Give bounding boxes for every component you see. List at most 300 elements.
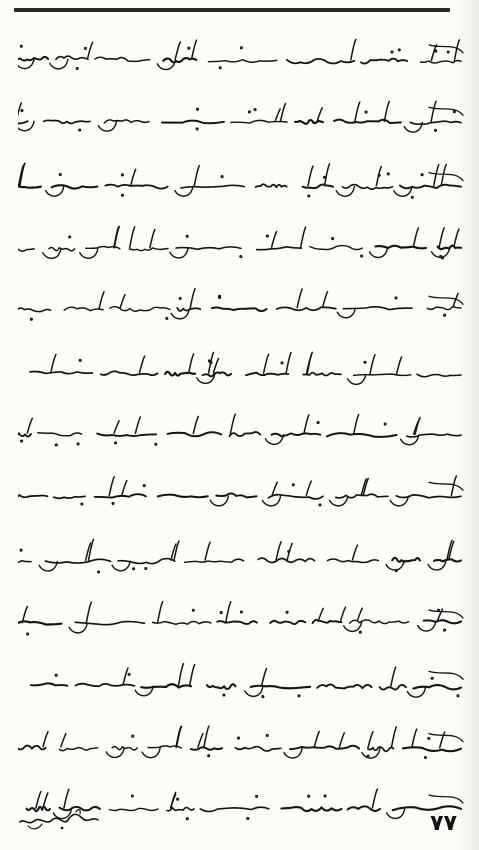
word-stroke <box>168 432 222 436</box>
diacritic-dot <box>220 611 222 613</box>
diacritic-dot <box>223 694 225 696</box>
diacritic-dot <box>219 67 221 69</box>
word-stroke <box>368 747 394 751</box>
handwritten-script <box>18 159 465 203</box>
diacritic-dot <box>197 108 199 110</box>
ascender-stroke <box>317 107 322 120</box>
word-stroke <box>162 120 224 123</box>
ascender-stroke <box>123 668 128 685</box>
diacritic-dot <box>177 798 179 800</box>
word-stroke <box>361 59 407 64</box>
diacritic-dot <box>192 609 194 611</box>
ascender-stroke <box>114 421 119 434</box>
diacritic-dot <box>425 756 427 758</box>
word-stroke <box>18 120 28 123</box>
descender-stroke <box>46 187 64 197</box>
diacritic-dot <box>254 108 256 110</box>
word-stroke <box>49 247 75 250</box>
handwritten-script <box>18 97 465 141</box>
diacritic-dot <box>55 674 57 676</box>
ascender-stroke <box>130 226 135 247</box>
word-stroke <box>317 685 371 689</box>
ascender-stroke <box>384 101 389 121</box>
diacritic-dot <box>267 235 269 237</box>
word-stroke <box>313 619 342 622</box>
script-line <box>18 534 465 578</box>
ascender-stroke <box>325 164 330 186</box>
ascender-stroke <box>190 665 195 686</box>
script-line <box>18 159 465 203</box>
diacritic-dot <box>364 361 366 363</box>
diacritic-dot <box>395 297 397 299</box>
ascender-stroke <box>368 731 373 747</box>
word-stroke <box>95 57 150 61</box>
handwritten-script <box>18 597 465 641</box>
word-stroke <box>270 620 305 623</box>
ascender-stroke <box>441 165 446 186</box>
diacritic-dot <box>81 503 83 505</box>
descender-stroke <box>344 621 362 631</box>
diacritic-dot <box>292 483 294 485</box>
diacritic-dot <box>317 422 319 424</box>
word-stroke <box>56 56 88 59</box>
ascender-stroke <box>306 481 311 495</box>
ascender-stroke <box>122 480 127 495</box>
word-stroke <box>185 559 244 562</box>
word-stroke <box>295 120 323 124</box>
ascender-stroke <box>357 608 362 621</box>
ascender-stroke <box>214 358 219 372</box>
descender-stroke <box>284 748 302 758</box>
margin-flourish <box>429 609 463 617</box>
diacritic-dot <box>249 111 251 113</box>
word-stroke <box>257 246 302 249</box>
ascender-stroke <box>88 42 93 58</box>
ascender-stroke <box>189 353 194 372</box>
ascender-stroke <box>397 357 402 374</box>
ascender-stroke <box>391 667 396 686</box>
word-stroke <box>310 245 362 249</box>
descender-stroke <box>98 121 116 131</box>
page-footer <box>18 802 465 836</box>
margin-flourish <box>429 671 463 679</box>
diacritic-dot <box>69 236 71 238</box>
diacritic-dot <box>262 696 264 698</box>
word-stroke <box>18 745 46 749</box>
script-line <box>18 409 465 453</box>
word-stroke <box>290 745 359 748</box>
word-stroke <box>350 620 409 624</box>
word-stroke <box>208 60 276 63</box>
diacritic-dot <box>31 318 33 320</box>
handwritten-script <box>18 659 465 703</box>
word-stroke <box>258 558 315 562</box>
diacritic-dot <box>76 68 78 70</box>
ascender-stroke <box>341 607 346 621</box>
ascender-stroke <box>89 539 94 560</box>
catchword-script <box>18 806 102 834</box>
ascender-stroke <box>109 476 114 494</box>
ascender-stroke <box>86 602 91 622</box>
word-stroke <box>413 685 461 689</box>
word-stroke <box>97 434 156 436</box>
ascender-stroke <box>339 732 344 747</box>
word-stroke <box>392 558 420 562</box>
word-stroke <box>18 559 31 563</box>
word-stroke <box>59 747 97 750</box>
handwritten-script <box>18 347 465 391</box>
ascender-stroke <box>355 102 360 121</box>
ascender-stroke <box>150 229 155 247</box>
word-stroke <box>181 185 245 188</box>
diacritic-dot <box>240 255 242 257</box>
word-stroke <box>354 374 411 375</box>
ascender-stroke <box>209 352 214 372</box>
word-stroke <box>400 185 461 189</box>
top-rule <box>14 8 450 12</box>
word-stroke <box>18 57 48 61</box>
ascender-stroke <box>297 289 302 308</box>
word-stroke <box>110 307 170 312</box>
ascender-stroke <box>226 601 231 621</box>
diacritic-dot <box>143 484 145 486</box>
diacritic-dot <box>308 795 310 797</box>
diacritic-dot <box>308 195 310 197</box>
diacritic-dot <box>457 695 459 697</box>
diacritic-dot <box>188 47 190 49</box>
handwritten-script <box>18 222 465 266</box>
word-stroke <box>303 372 341 375</box>
word-stroke <box>277 307 336 310</box>
word-stroke <box>18 621 62 625</box>
diacritic-dot <box>112 502 114 504</box>
diacritic-dot <box>166 318 168 320</box>
diacritic-dot <box>365 111 367 113</box>
word-stroke <box>165 371 195 375</box>
word-stroke <box>269 494 324 498</box>
diacritic-dot <box>241 611 243 613</box>
word-stroke <box>207 684 236 689</box>
ascender-stroke <box>286 352 291 373</box>
diacritic-dot <box>442 257 444 259</box>
ascender-stroke <box>131 169 136 185</box>
ascender-stroke <box>301 227 306 247</box>
diacritic-dot <box>85 48 87 50</box>
word-stroke <box>101 371 158 375</box>
script-line <box>18 222 465 266</box>
ascender-stroke <box>190 289 195 309</box>
diacritic-dot <box>411 196 413 198</box>
word-stroke <box>410 121 461 124</box>
word-stroke <box>380 685 406 690</box>
diacritic-dot <box>266 734 268 736</box>
ascender-stroke <box>264 354 269 373</box>
diacritic-dot <box>319 504 321 506</box>
ascender-stroke <box>431 45 436 61</box>
ascender-stroke <box>179 664 184 686</box>
diacritic-dot <box>128 674 130 676</box>
diacritic-dot <box>133 568 135 570</box>
ascender-stroke <box>175 42 180 59</box>
word-stroke <box>52 185 97 188</box>
ascender-stroke <box>413 227 418 246</box>
ascender-stroke <box>61 733 66 746</box>
handwritten-script <box>18 409 465 453</box>
word-stroke <box>158 494 208 497</box>
diacritic-dot <box>384 423 386 425</box>
script-line <box>18 472 465 516</box>
ascender-stroke <box>27 418 32 433</box>
diacritic-dot <box>256 796 258 798</box>
diacritic-dot <box>21 109 23 111</box>
word-stroke <box>18 186 41 188</box>
ascender-stroke <box>43 731 48 746</box>
descender-stroke <box>112 561 130 571</box>
margin-flourish <box>429 733 463 741</box>
diacritic-dot <box>59 174 61 176</box>
descender-stroke <box>142 748 160 758</box>
ascender-stroke <box>440 732 445 748</box>
word-stroke <box>191 747 222 750</box>
word-stroke <box>303 184 334 188</box>
ascender-stroke <box>351 40 356 60</box>
script-line <box>18 97 465 141</box>
word-stroke <box>76 684 135 687</box>
ascender-stroke <box>323 292 328 308</box>
diacritic-dot <box>98 571 100 573</box>
word-stroke <box>216 493 256 497</box>
diacritic-dot <box>238 737 240 739</box>
ascender-stroke <box>307 355 312 373</box>
diacritic-dot <box>20 45 22 47</box>
ascender-stroke <box>304 415 309 434</box>
script-line <box>18 284 465 328</box>
descender-stroke <box>337 308 355 318</box>
word-stroke <box>235 746 281 750</box>
descender-stroke <box>348 374 366 384</box>
ascender-stroke <box>194 166 199 186</box>
word-stroke <box>246 372 288 375</box>
ascender-stroke <box>276 542 281 560</box>
catchword <box>18 806 102 834</box>
diacritic-dot <box>435 50 437 52</box>
word-stroke <box>231 120 287 123</box>
diacritic-dot <box>122 194 124 196</box>
ascender-stroke <box>158 601 163 621</box>
diacritic-dot <box>447 51 449 53</box>
diacritic-dot <box>324 176 326 178</box>
descender-stroke <box>69 623 87 633</box>
diacritic-dot <box>398 49 400 51</box>
script-line <box>18 659 465 703</box>
diacritic-dot <box>444 629 446 631</box>
descender-stroke <box>370 247 388 257</box>
ascender-stroke <box>135 417 140 433</box>
diacritic-dot <box>391 51 393 53</box>
diacritic-dot <box>324 795 326 797</box>
word-stroke <box>327 433 397 437</box>
word-stroke <box>427 307 461 310</box>
diacritic-dot <box>55 444 57 446</box>
margin-flourish <box>429 482 463 490</box>
word-stroke <box>342 185 392 190</box>
word-stroke <box>251 686 310 689</box>
ascender-stroke <box>314 731 319 747</box>
ascender-stroke <box>22 606 27 622</box>
word-stroke <box>44 120 90 123</box>
diacritic-dot <box>155 443 157 445</box>
word-stroke <box>272 433 321 436</box>
diacritic-dot <box>132 795 134 797</box>
word-stroke <box>18 432 31 436</box>
word-stroke <box>64 307 103 311</box>
word-stroke <box>104 119 148 122</box>
word-stroke <box>95 494 146 497</box>
ascender-stroke <box>354 415 359 434</box>
descender-stroke <box>386 561 404 571</box>
ascender-stroke <box>431 101 436 121</box>
word-stroke <box>30 371 92 373</box>
script-line <box>18 722 465 766</box>
descender-stroke <box>263 496 281 506</box>
word-stroke <box>54 496 85 498</box>
script-line <box>18 34 465 78</box>
word-stroke <box>118 559 175 564</box>
diacritic-dot <box>21 440 23 442</box>
handwritten-script <box>18 284 465 328</box>
word-stroke <box>376 245 426 248</box>
ascender-stroke <box>230 414 235 434</box>
word-stroke <box>229 432 260 436</box>
diacritic-dot <box>132 735 134 737</box>
ascender-stroke <box>370 354 375 373</box>
ascender-stroke <box>18 103 21 120</box>
descender-stroke <box>80 248 98 258</box>
diacritic-dot <box>281 362 283 364</box>
ascender-stroke <box>193 416 198 433</box>
descender-stroke <box>407 688 425 698</box>
ascender-stroke <box>205 542 210 560</box>
ascender-stroke <box>272 482 277 495</box>
word-stroke <box>18 308 51 312</box>
word-stroke <box>141 684 191 687</box>
script-line <box>18 597 465 641</box>
handwritten-script <box>18 472 465 516</box>
ascender-stroke <box>272 231 277 247</box>
word-stroke <box>424 620 461 623</box>
diacritic-dot <box>361 255 363 257</box>
diacritic-dot <box>186 235 188 237</box>
word-stroke <box>203 372 231 376</box>
diacritic-dot <box>444 314 446 316</box>
word-stroke <box>212 308 267 312</box>
diacritic-dot <box>332 237 334 239</box>
diacritic-dot <box>454 110 456 112</box>
word-stroke <box>105 185 167 189</box>
ascender-stroke <box>308 166 313 186</box>
ascender-stroke <box>51 354 56 372</box>
ascender-stroke <box>120 295 125 309</box>
diacritic-dot <box>221 176 223 178</box>
word-stroke <box>217 621 257 624</box>
handwritten-script <box>18 534 465 578</box>
ascender-stroke <box>140 356 145 372</box>
ascender-stroke <box>177 726 182 747</box>
diacritic-dot <box>77 443 79 445</box>
ascender-stroke <box>434 165 439 186</box>
ascender-stroke <box>262 669 267 686</box>
diacritic-dot <box>208 754 210 756</box>
ascender-stroke <box>391 726 396 747</box>
diacritic-dot <box>428 737 430 739</box>
word-stroke <box>176 246 241 248</box>
word-stroke <box>256 184 287 187</box>
diacritic-dot <box>115 442 117 444</box>
diacritic-dot <box>79 359 81 361</box>
ascender-stroke <box>454 229 459 247</box>
word-stroke <box>287 59 354 64</box>
descender-stroke <box>170 248 188 258</box>
handwritten-script <box>18 34 465 78</box>
diacritic-dot <box>241 47 243 49</box>
word-stroke <box>153 621 211 624</box>
word-stroke <box>45 559 110 563</box>
word-stroke <box>18 247 34 251</box>
diacritic-dot <box>145 568 147 570</box>
word-stroke <box>417 374 461 377</box>
diacritic-dot <box>286 611 288 613</box>
diacritic-dot <box>196 128 198 130</box>
word-stroke <box>343 307 412 310</box>
ascender-stroke <box>198 733 203 746</box>
diacritic-dot <box>431 677 433 679</box>
margin-flourish <box>429 296 463 304</box>
diacritic-dot <box>298 695 300 697</box>
diacritic-dot <box>122 174 124 176</box>
margin-flourish <box>429 107 463 115</box>
margin-flourish <box>429 173 463 181</box>
diacritic-dot <box>27 633 29 635</box>
word-stroke <box>75 621 144 624</box>
descender-stroke <box>106 747 124 757</box>
descender-stroke <box>418 621 436 631</box>
ascender-stroke <box>192 40 197 59</box>
ascender-stroke <box>353 545 358 560</box>
word-stroke <box>334 119 401 122</box>
diacritic-dot <box>359 631 361 633</box>
diacritic-dot <box>421 174 423 176</box>
diacritic-dot <box>79 129 81 131</box>
ascender-stroke <box>439 227 444 246</box>
diacritic-dot <box>20 549 22 551</box>
script-line <box>18 347 465 391</box>
descender-stroke <box>50 59 68 69</box>
word-stroke <box>129 247 168 250</box>
handwritten-script <box>18 722 465 766</box>
diacritic-dot <box>179 298 181 300</box>
ascender-stroke <box>454 40 459 61</box>
page-number: ۷۷ <box>430 811 457 836</box>
ascender-stroke <box>275 108 280 120</box>
word-stroke <box>18 494 47 498</box>
diacritic-dot <box>435 129 437 131</box>
word-stroke <box>31 683 68 685</box>
diacritic-dot <box>387 173 389 175</box>
ascender-stroke <box>204 726 209 747</box>
descender-stroke <box>245 687 263 697</box>
descender-stroke <box>210 496 228 506</box>
ascender-stroke <box>281 103 286 121</box>
